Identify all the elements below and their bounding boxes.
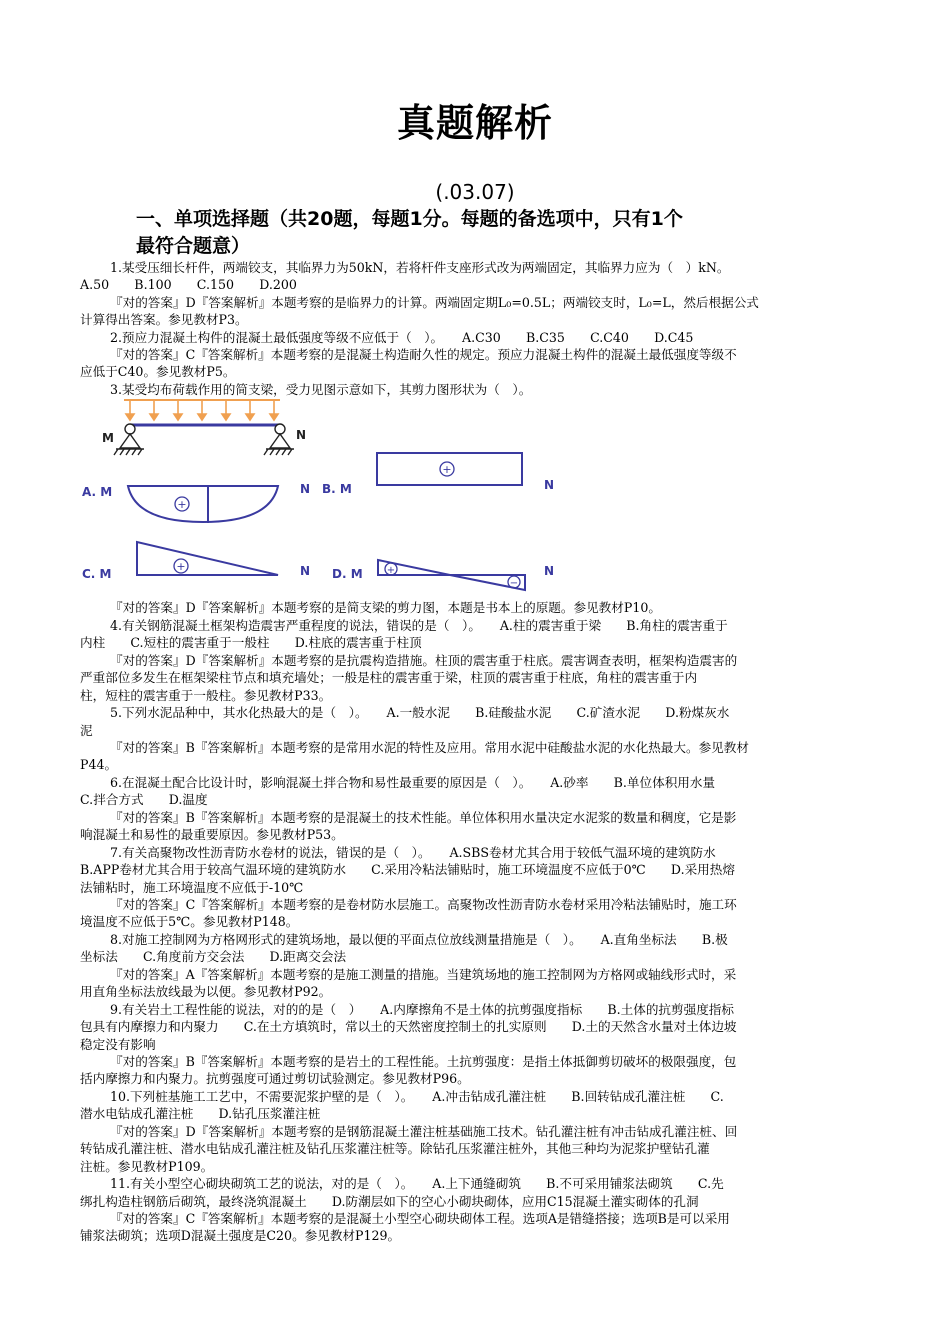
q4-answer-cont2: 柱，短柱的震害重于一般柱。参见教材P33。 xyxy=(80,688,332,703)
q6-answer-cont: 响混凝土和易性的最重要原因。参见教材P53。 xyxy=(80,827,344,842)
q9-options-cont: 稳定没有影响 xyxy=(80,1037,156,1052)
q9-options: 包具有内摩擦力和内聚力 C.在土方填筑时，常以土的天然密度控制土的扎实原则 D.土的天然含水量对土体边坡 xyxy=(80,1019,737,1034)
q8-stem: 8.对施工控制网为方格网形式的建筑场地，最以便的平面点位放线测量措施是（ ）。 A.直角坐标法 B.极 xyxy=(110,932,728,947)
q6-stem: 6.在混凝土配合比设计时，影响混凝土拌合物和易性最重要的原因是（ ）。 A.砂率 B.单位体积用水量 xyxy=(110,775,716,790)
option-d-sign-minus: − xyxy=(509,578,519,589)
option-b-right-label: N xyxy=(544,478,555,492)
q5-stem: 5.下列水泥品种中，其水化热最大的是（ ）。 A.一般水泥 B.硅酸盐水泥 C.矿渣水泥 D.粉煤灰水 xyxy=(110,705,730,720)
q6-answer: 『对的答案』B『答案解析』本题考察的是混凝土的技术性能。单位体积用水量决定水泥浆的数量和稠度，它是影 xyxy=(110,810,737,825)
q7-stem: 7.有关高聚物改性沥青防水卷材的说法，错误的是（ ）。 A.SBS卷材尤其合用于较低气温环境的建筑防水 xyxy=(110,845,716,860)
option-a-right-label: N xyxy=(300,482,311,496)
section-heading-line1: 一、单项选择题（共20题，每题1分。每题的备选项中，只有1个 xyxy=(136,208,683,230)
q7-answer-cont: 境温度不应低于5℃。参见教材P148。 xyxy=(80,914,299,929)
q9-stem: 9.有关岩土工程性能的说法，对的的是（ ） A.内摩擦角不是土体的抗剪强度指标 B.土体的抗剪强度指标 xyxy=(110,1002,734,1017)
option-d-diagram xyxy=(332,560,554,590)
left-support xyxy=(114,424,144,455)
right-support xyxy=(264,424,294,455)
exam-date: (.03.07) xyxy=(435,180,515,204)
q6-options: C.拌合方式 D.温度 xyxy=(80,792,208,807)
q1-options: A.50 B.100 C.150 D.200 xyxy=(80,277,297,292)
option-a-label: A. M xyxy=(82,485,113,499)
q9-answer-cont: 括内摩擦力和内聚力。抗剪强度可通过剪切试验测定。参见教材P96。 xyxy=(80,1071,470,1086)
q11-options: 绑扎构造柱钢筋后砌筑，最终浇筑混凝土 D.防潮层如下的空心小砌块砌体，应用C15混凝土灌实砌体的孔洞 xyxy=(80,1194,699,1209)
q4-answer: 『对的答案』D『答案解析』本题考察的是抗震构造措施。柱顶的震害重于柱底。震害调查表明，框架构造震害的 xyxy=(110,653,738,668)
option-b-label: B. M xyxy=(322,482,352,496)
option-a-diagram xyxy=(82,482,310,523)
section-heading-line2: 最符合题意） xyxy=(136,235,251,257)
q1-stem: 1.某受压细长杆件，两端铰支，其临界力为50kN，若将杆件支座形式改为两端固定，其临界力应为（ ）kN。 xyxy=(110,260,730,275)
option-d-right-label: N xyxy=(544,564,555,578)
section-heading xyxy=(136,206,836,260)
beam-right-label: N xyxy=(296,428,307,442)
page-title: 真题解析 xyxy=(396,101,553,145)
q4-answer-cont1: 严重部位多发生在框架梁柱节点和填充墙处；一般是柱的震害重于梁，柱顶的震害重于柱底，角柱的震害重于内 xyxy=(80,670,698,685)
load-arrows xyxy=(126,400,278,420)
option-d-sign-plus: + xyxy=(386,565,396,576)
q1-answer-cont: 计算得出答案。参见教材P3。 xyxy=(80,312,248,327)
q10-stem: 10.下列桩基施工工艺中，不需要泥浆护壁的是（ ）。 A.冲击钻成孔灌注桩 B.回转钻成孔灌注桩 C. xyxy=(110,1089,724,1104)
q11-stem: 11.有关小型空心砌块砌筑工艺的说法，对的是（ ）。 A.上下通缝砌筑 B.不可采用铺浆法砌筑 C.先 xyxy=(110,1176,724,1191)
q3-stem: 3.某受均布荷载作用的简支梁，受力见图示意如下，其剪力图形状为（ ）。 xyxy=(110,382,532,397)
q10-answer-cont1: 转钻成孔灌注桩、潜水电钻成孔灌注桩及钻孔压浆灌注桩等。除钻孔压浆灌注桩外，其他三种均为泥浆护壁钻孔灌 xyxy=(80,1141,710,1156)
q7-options-cont: 法铺粘时，施工环境温度不应低于-10℃ xyxy=(80,880,304,895)
q10-options: 潜水电钻成孔灌注桩 D.钻孔压浆灌注桩 xyxy=(80,1106,321,1121)
q2-answer: 『对的答案』C『答案解析』本题考察的是混凝土构造耐久性的规定。预应力混凝土构件的混凝土最低强度等级不 xyxy=(110,347,737,362)
q11-answer-cont: 铺浆法砌筑；选项D混凝土强度是C20。参见教材P129。 xyxy=(80,1228,401,1243)
q5-answer-cont: P44。 xyxy=(80,757,118,772)
q4-options: 内柱 C.短柱的震害重于一般柱 D.柱底的震害重于柱顶 xyxy=(80,635,422,650)
shear-diagram-figure xyxy=(80,392,560,597)
q8-options: 坐标法 C.角度前方交会法 D.距离交会法 xyxy=(80,949,347,964)
q10-answer: 『对的答案』D『答案解析』本题考察的是钢筋混凝土灌注桩基础施工技术。钻孔灌注桩有冲击钻成孔灌注桩、回 xyxy=(110,1124,738,1139)
q11-answer: 『对的答案』C『答案解析』本题考察的是混凝土小型空心砌块砌体工程。选项A是错缝搭接；选项B是可以采用 xyxy=(110,1211,730,1226)
q7-answer: 『对的答案』C『答案解析』本题考察的是卷材防水层施工。高聚物改性沥青防水卷材采用冷粘法铺贴时，施工环 xyxy=(110,897,737,912)
q5-answer: 『对的答案』B『答案解析』本题考察的是常用水泥的特性及应用。常用水泥中硅酸盐水泥的水化热最大。参见教材 xyxy=(110,740,749,755)
q2-answer-cont: 应低于C40。参见教材P5。 xyxy=(80,364,236,379)
option-a-sign: + xyxy=(177,498,187,511)
beam-left-label: M xyxy=(102,431,114,445)
q8-answer: 『对的答案』A『答案解析』本题考察的是施工测量的措施。当建筑场地的施工控制网为方格网或轴线形式时，采 xyxy=(110,967,737,982)
option-c-label: C. M xyxy=(82,567,112,581)
option-c-sign: + xyxy=(176,560,186,573)
q8-answer-cont: 用直角坐标法放线最为以便。参见教材P92。 xyxy=(80,984,332,999)
beam-diagram xyxy=(102,400,306,455)
option-c-diagram xyxy=(82,542,310,581)
q5-stem-cont: 泥 xyxy=(80,723,93,738)
option-d-label: D. M xyxy=(332,567,363,581)
q4-stem: 4.有关钢筋混凝土框架构造震害严重程度的说法，错误的是（ ）。 A.柱的震害重于梁 B.角柱的震害重于 xyxy=(110,618,728,633)
option-c-right-label: N xyxy=(300,564,311,578)
option-b-diagram xyxy=(322,453,554,496)
q3-answer: 『对的答案』D『答案解析』本题考察的是简支梁的剪力图，本题是书本上的原题。参见教材P10。 xyxy=(110,600,661,615)
option-b-sign: + xyxy=(442,463,452,476)
q9-answer: 『对的答案』B『答案解析』本题考察的是岩土的工程性能。土抗剪强度：是指土体抵御剪切破坏的极限强度，包 xyxy=(110,1054,737,1069)
q2-stem: 2.预应力混凝土构件的混凝土最低强度等级不应低于（ ）。 A.C30 B.C35 C.C40 D.C45 xyxy=(110,330,694,345)
q1-answer: 『对的答案』D『答案解析』本题考察的是临界力的计算。两端固定期L₀=0.5L；两端铰支时，L₀=L，然后根据公式 xyxy=(110,295,759,310)
q7-options: B.APP卷材尤其合用于较高气温环境的建筑防水 C.采用冷粘法铺贴时，施工环境温度不应低于0℃ D.采用热熔 xyxy=(80,862,735,877)
q10-answer-cont2: 注桩。参见教材P109。 xyxy=(80,1159,214,1174)
